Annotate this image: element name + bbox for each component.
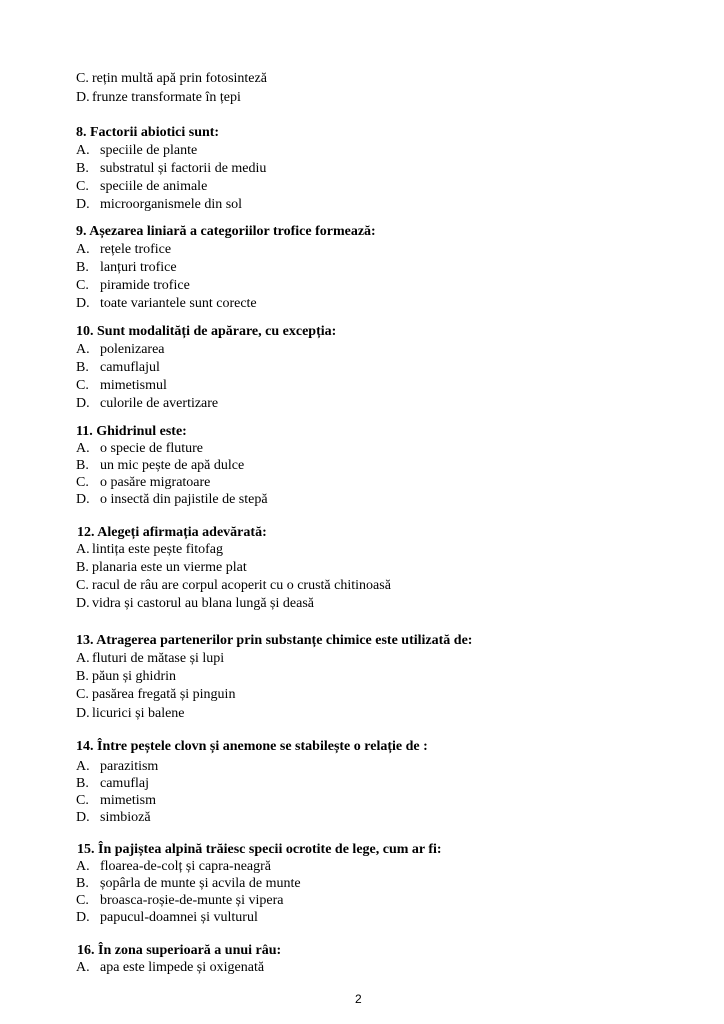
option-text: apa este limpede și oxigenată — [100, 960, 265, 975]
option-c — [76, 686, 235, 703]
option-d — [76, 595, 314, 612]
option-d — [76, 705, 185, 722]
option-text: floarea-de-colț și capra-neagră — [100, 859, 271, 874]
option-a — [76, 440, 203, 457]
option-letter: B. — [76, 260, 89, 275]
option-text: rețele trofice — [100, 242, 172, 257]
option-text: piramide trofice — [100, 278, 190, 293]
option-text: racul de râu are corpul acoperit cu o crustă chitinoasă — [92, 578, 391, 593]
option-letter: C. — [76, 378, 89, 393]
option-d — [76, 295, 257, 312]
option-letter: D. — [76, 90, 90, 105]
option-letter: C. — [76, 278, 89, 293]
option-letter: B. — [76, 776, 89, 791]
option-a — [76, 650, 224, 667]
option-a — [76, 241, 171, 258]
option-b — [76, 775, 149, 792]
option-text: camuflaj — [100, 776, 149, 791]
option-d — [76, 491, 268, 508]
option-letter: D. — [76, 596, 90, 611]
option-text: parazitism — [100, 759, 159, 774]
option-text: speciile de animale — [100, 179, 208, 194]
option-c — [76, 277, 190, 294]
option-b — [76, 559, 247, 576]
option-b — [76, 457, 244, 474]
option-c — [76, 377, 167, 394]
option-d — [76, 909, 258, 926]
option-text: o insectă din pajistile de stepă — [100, 492, 268, 507]
option-letter: B. — [76, 876, 89, 891]
option-c — [76, 792, 156, 809]
option-a — [76, 541, 223, 558]
question-title: 8. Factorii abiotici sunt: — [76, 125, 220, 140]
option-text: speciile de plante — [100, 143, 198, 158]
option-letter: B. — [76, 360, 89, 375]
option-a — [76, 341, 165, 358]
question-title: 12. Alegeți afirmația adevărată: — [77, 525, 267, 540]
option-text: microorganismele din sol — [100, 197, 243, 212]
option-text: culorile de avertizare — [100, 396, 219, 411]
option-letter: C. — [76, 71, 89, 86]
option-text: polenizarea — [100, 342, 165, 357]
option-a — [76, 142, 197, 159]
option-text: frunze transformate în țepi — [92, 90, 241, 105]
option-b — [76, 875, 301, 892]
option-c — [76, 892, 283, 909]
question-title: 10. Sunt modalități de apărare, cu excepția: — [76, 324, 337, 339]
question-title: 16. În zona superioară a unui râu: — [77, 943, 282, 958]
page-number: 2 — [355, 992, 362, 1006]
option-b — [76, 359, 160, 376]
option-text: toate variantele sunt corecte — [100, 296, 257, 311]
option-text: o specie de fluture — [100, 441, 204, 456]
option-text: un mic pește de apă dulce — [100, 458, 245, 473]
option-d — [76, 809, 151, 826]
option-letter: D. — [76, 810, 90, 825]
option-letter: B. — [76, 560, 89, 575]
option-text: rețin multă apă prin fotosinteză — [92, 71, 267, 86]
option-letter: C. — [76, 475, 89, 490]
option-text: substratul și factorii de mediu — [100, 161, 267, 176]
option-letter: B. — [76, 669, 89, 684]
question-title: 13. Atragerea partenerilor prin substanțe chimice este utilizată de: — [76, 633, 473, 648]
option-c — [76, 474, 210, 491]
option-letter: D. — [76, 910, 90, 925]
option-letter: A. — [76, 859, 90, 874]
option-text: camuflajul — [100, 360, 160, 375]
option-text: papucul-doamnei și vulturul — [100, 910, 258, 925]
option-text: o pasăre migratoare — [100, 475, 211, 490]
option-letter: A. — [76, 960, 90, 975]
option-letter: D. — [76, 706, 90, 721]
question-title: 15. În pajiștea alpină trăiesc specii ocrotite de lege, cum ar fi: — [77, 842, 442, 857]
option-c — [76, 577, 391, 594]
option-text: pasărea fregată și pinguin — [92, 687, 236, 702]
option-letter: D. — [76, 492, 90, 507]
option-letter: A. — [76, 651, 90, 666]
option-text: mimetismul — [100, 378, 167, 393]
option-letter: D. — [76, 197, 90, 212]
option-text: fluturi de mătase și lupi — [92, 651, 225, 666]
option-d — [76, 196, 242, 213]
option-letter: C. — [76, 179, 89, 194]
option-text: lintița este pește fitofag — [92, 542, 224, 557]
option-text: planaria este un vierme plat — [92, 560, 247, 575]
option-letter: B. — [76, 458, 89, 473]
option-letter: A. — [76, 759, 90, 774]
option-b — [76, 668, 176, 685]
option-letter: B. — [76, 161, 89, 176]
option-b — [76, 160, 266, 177]
option-text: licurici și balene — [92, 706, 185, 721]
option-text: lanțuri trofice — [100, 260, 177, 275]
question-title: 9. Așezarea liniară a categoriilor trofice formează: — [76, 224, 376, 239]
option-letter: C. — [76, 893, 89, 908]
question-title: 11. Ghidrinul este: — [76, 424, 187, 439]
option-a — [76, 758, 158, 775]
option-d — [76, 395, 218, 412]
option-letter: C. — [76, 687, 89, 702]
question-title: 14. Între peștele clovn și anemone se stabilește o relație de : — [76, 739, 428, 754]
option-letter: A. — [76, 542, 90, 557]
option-c — [76, 178, 207, 195]
option-text: păun și ghidrin — [92, 669, 176, 684]
option-d — [76, 89, 241, 106]
option-letter: C. — [76, 793, 89, 808]
option-text: mimetism — [100, 793, 156, 808]
option-a — [76, 959, 264, 976]
option-letter: C. — [76, 578, 89, 593]
option-letter: A. — [76, 143, 90, 158]
option-text: vidra și castorul au blana lungă și deasă — [92, 596, 314, 611]
option-letter: A. — [76, 441, 90, 456]
option-text: broasca-roșie-de-munte și vipera — [100, 893, 284, 908]
option-b — [76, 259, 177, 276]
option-text: șopârla de munte și acvila de munte — [100, 876, 301, 891]
option-letter: A. — [76, 342, 90, 357]
option-letter: D. — [76, 396, 90, 411]
option-letter: A. — [76, 242, 90, 257]
option-letter: D. — [76, 296, 90, 311]
option-text: simbioză — [100, 810, 151, 825]
option-c — [76, 70, 267, 87]
option-a — [76, 858, 271, 875]
